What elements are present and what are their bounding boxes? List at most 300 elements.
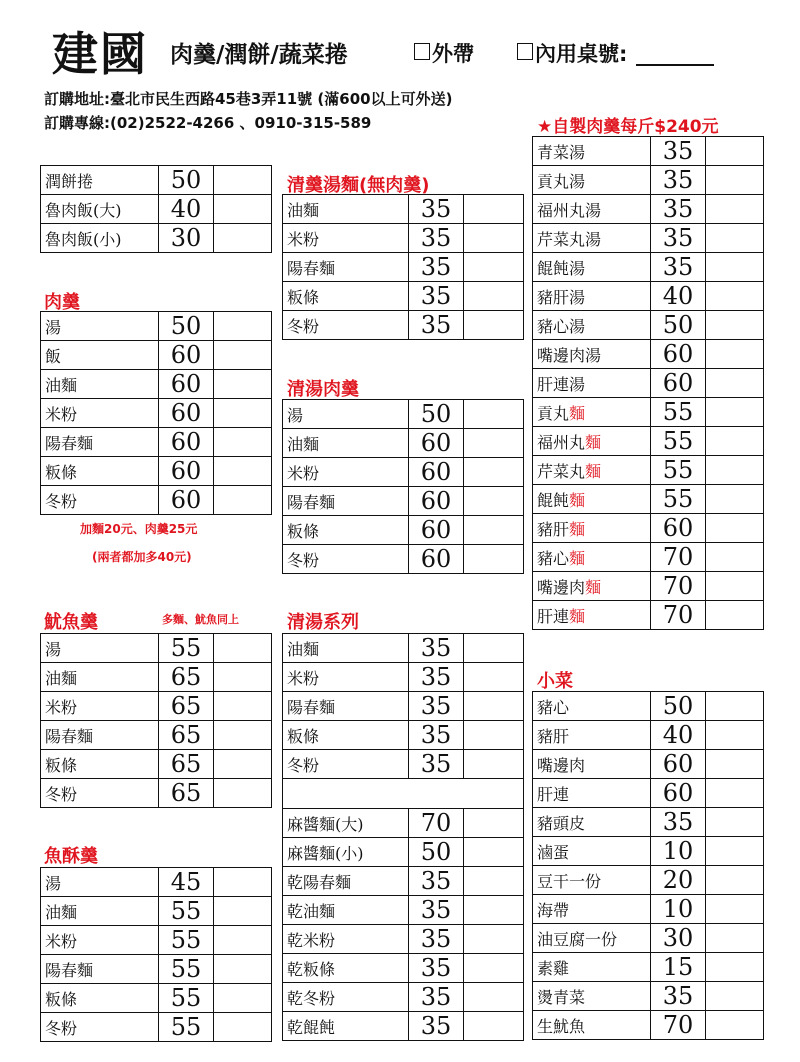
item-name-suffix: 麵 — [569, 403, 586, 423]
table-row — [41, 926, 272, 955]
item-name — [41, 428, 159, 457]
table-row — [41, 166, 272, 195]
quantity-cell[interactable] — [464, 692, 524, 721]
item-name-text: 粄條 — [287, 287, 320, 307]
table-row — [283, 282, 524, 311]
item-name — [283, 458, 409, 487]
item-name-text: 潤餅捲 — [45, 171, 94, 191]
quantity-cell[interactable] — [706, 601, 764, 630]
item-price: 60 — [159, 341, 214, 370]
table-row — [41, 312, 272, 341]
item-name — [533, 1011, 651, 1040]
item-name — [41, 486, 159, 515]
item-price: 55 — [159, 984, 214, 1013]
item-price: 35 — [651, 195, 706, 224]
table-row — [283, 896, 524, 925]
table-row — [533, 837, 764, 866]
item-name-suffix: 麵 — [585, 577, 602, 597]
promo-banner: ★自製肉羹每斤$240元 — [537, 117, 719, 137]
item-price: 55 — [651, 485, 706, 514]
quantity-cell[interactable] — [706, 166, 764, 195]
table-row — [283, 195, 524, 224]
quantity-cell[interactable] — [464, 896, 524, 925]
quantity-cell[interactable] — [214, 634, 272, 663]
item-price: 50 — [159, 312, 214, 341]
quantity-cell[interactable] — [214, 897, 272, 926]
item-name-text: 米粉 — [45, 697, 78, 717]
quantity-cell[interactable] — [214, 341, 272, 370]
quantity-cell[interactable] — [464, 253, 524, 282]
item-price: 35 — [409, 663, 464, 692]
item-name — [41, 166, 159, 195]
item-price: 35 — [409, 867, 464, 896]
item-price: 30 — [651, 924, 706, 953]
table-row — [533, 398, 764, 427]
item-name-text: 燙青菜 — [537, 987, 586, 1007]
item-name — [283, 224, 409, 253]
item-name-text: 魯肉飯(大) — [45, 200, 122, 220]
item-name-text: 肝連湯 — [537, 374, 586, 394]
item-name-text: 豬肝 — [537, 519, 570, 539]
item-price: 10 — [651, 895, 706, 924]
table-row — [283, 634, 524, 663]
quantity-cell[interactable] — [214, 868, 272, 897]
item-name-text: 生魷魚 — [537, 1016, 586, 1036]
item-name-text: 嘴邊肉湯 — [537, 345, 602, 365]
item-name — [533, 282, 651, 311]
quantity-cell[interactable] — [706, 253, 764, 282]
table-row — [41, 663, 272, 692]
quantity-cell[interactable] — [464, 311, 524, 340]
table-row — [533, 895, 764, 924]
blank-row — [282, 779, 524, 809]
item-name-text: 粄條 — [287, 521, 320, 541]
item-name-text: 油豆腐一份 — [537, 929, 618, 949]
item-name-text: 冬粉 — [287, 550, 320, 570]
item-name-text: 嘴邊肉 — [537, 577, 586, 597]
item-price: 70 — [651, 543, 706, 572]
item-name — [533, 195, 651, 224]
item-name — [533, 721, 651, 750]
quantity-cell[interactable] — [214, 779, 272, 808]
quantity-cell[interactable] — [214, 224, 272, 253]
quantity-cell[interactable] — [214, 955, 272, 984]
item-name — [283, 983, 409, 1012]
table-row — [283, 400, 524, 429]
quantity-cell[interactable] — [706, 137, 764, 166]
item-price: 60 — [651, 750, 706, 779]
table-row — [41, 399, 272, 428]
item-name-text: 肝連 — [537, 606, 570, 626]
quantity-cell[interactable] — [464, 1012, 524, 1041]
quantity-cell[interactable] — [706, 340, 764, 369]
quantity-cell[interactable] — [464, 487, 524, 516]
youyu-note: 多麵、魷魚同上 — [162, 613, 239, 626]
table-qinggeng — [282, 194, 524, 340]
item-price: 65 — [159, 663, 214, 692]
item-name-text: 芹菜丸湯 — [537, 229, 602, 249]
item-name-text: 飯 — [45, 346, 62, 366]
item-name — [283, 400, 409, 429]
quantity-cell[interactable] — [706, 572, 764, 601]
item-name-text: 粄條 — [287, 726, 320, 746]
item-name — [533, 779, 651, 808]
table-row — [41, 634, 272, 663]
table-number-field[interactable] — [636, 64, 714, 66]
item-name-text: 肝連 — [537, 784, 570, 804]
item-name — [533, 601, 651, 630]
shop-name: 建國 — [52, 27, 148, 81]
item-name — [533, 514, 651, 543]
table-row — [41, 721, 272, 750]
quantity-cell[interactable] — [214, 1013, 272, 1042]
item-name-text: 貢丸 — [537, 403, 570, 423]
quantity-cell[interactable] — [464, 954, 524, 983]
item-price: 15 — [651, 953, 706, 982]
quantity-cell[interactable] — [464, 983, 524, 1012]
item-price: 60 — [159, 428, 214, 457]
item-price: 10 — [651, 837, 706, 866]
item-name-text: 餛飩湯 — [537, 258, 586, 278]
quantity-cell[interactable] — [464, 867, 524, 896]
quantity-cell[interactable] — [214, 750, 272, 779]
quantity-cell[interactable] — [706, 779, 764, 808]
item-price: 60 — [409, 429, 464, 458]
item-name — [41, 341, 159, 370]
item-name — [283, 516, 409, 545]
table-row — [283, 692, 524, 721]
quantity-cell[interactable] — [214, 166, 272, 195]
quantity-cell[interactable] — [214, 370, 272, 399]
item-name — [533, 340, 651, 369]
item-name — [533, 137, 651, 166]
item-price: 65 — [159, 692, 214, 721]
quantity-cell[interactable] — [464, 516, 524, 545]
item-price: 60 — [159, 370, 214, 399]
item-name — [283, 896, 409, 925]
item-price: 60 — [409, 516, 464, 545]
item-name — [533, 485, 651, 514]
quantity-cell[interactable] — [706, 924, 764, 953]
table-row — [283, 663, 524, 692]
item-name-text: 福州丸湯 — [537, 200, 602, 220]
quantity-cell[interactable] — [706, 369, 764, 398]
item-name-text: 粄條 — [45, 462, 78, 482]
item-name — [41, 779, 159, 808]
quantity-cell[interactable] — [214, 428, 272, 457]
item-name — [533, 166, 651, 195]
item-name-text: 米粉 — [287, 229, 320, 249]
item-name — [283, 195, 409, 224]
quantity-cell[interactable] — [706, 808, 764, 837]
item-name-text: 豬心湯 — [537, 316, 586, 336]
quantity-cell[interactable] — [214, 312, 272, 341]
item-name-suffix: 麵 — [569, 606, 586, 626]
table-row — [41, 224, 272, 253]
quantity-cell[interactable] — [464, 545, 524, 574]
table-row — [283, 458, 524, 487]
item-name — [283, 1012, 409, 1041]
table-row — [41, 486, 272, 515]
item-price: 70 — [651, 572, 706, 601]
quantity-cell[interactable] — [706, 895, 764, 924]
item-name-text: 冬粉 — [45, 784, 78, 804]
quantity-cell[interactable] — [464, 400, 524, 429]
item-name — [41, 399, 159, 428]
table-row — [41, 750, 272, 779]
item-price: 60 — [651, 369, 706, 398]
table-row — [283, 867, 524, 896]
quantity-cell[interactable] — [214, 926, 272, 955]
quantity-cell[interactable] — [706, 750, 764, 779]
quantity-cell[interactable] — [464, 721, 524, 750]
item-name-text: 素雞 — [537, 958, 570, 978]
quantity-cell[interactable] — [214, 984, 272, 1013]
quantity-cell[interactable] — [706, 543, 764, 572]
item-price: 60 — [159, 399, 214, 428]
quantity-cell[interactable] — [706, 224, 764, 253]
table-row — [283, 983, 524, 1012]
item-name — [283, 925, 409, 954]
item-name-text: 魯肉飯(小) — [45, 229, 122, 249]
table-soups — [532, 136, 764, 630]
item-price: 60 — [651, 340, 706, 369]
item-name-text: 海帶 — [537, 900, 570, 920]
item-name — [533, 456, 651, 485]
item-name-text: 陽春麵 — [45, 960, 94, 980]
table-row — [533, 166, 764, 195]
item-name — [41, 663, 159, 692]
table-row — [533, 311, 764, 340]
table-dry — [282, 808, 524, 1041]
section-title-qinggeng: 清羹湯麵(無肉羹) — [287, 175, 430, 196]
item-name-text: 乾米粉 — [287, 930, 336, 950]
item-name-text: 湯 — [287, 405, 304, 425]
quantity-cell[interactable] — [464, 458, 524, 487]
item-name — [41, 634, 159, 663]
quantity-cell[interactable] — [214, 457, 272, 486]
item-price: 60 — [409, 487, 464, 516]
table-row — [533, 340, 764, 369]
item-name-text: 青菜湯 — [537, 142, 586, 162]
quantity-cell[interactable] — [464, 750, 524, 779]
takeout-label: 外帶 — [432, 42, 474, 66]
item-name-text: 油麵 — [45, 375, 78, 395]
quantity-cell[interactable] — [706, 398, 764, 427]
item-name — [283, 429, 409, 458]
item-price: 35 — [409, 282, 464, 311]
item-price: 35 — [409, 1012, 464, 1041]
item-name-suffix: 麵 — [569, 519, 586, 539]
item-name-text: 米粉 — [287, 463, 320, 483]
item-price: 35 — [409, 750, 464, 779]
item-name-text: 麻醬麵(小) — [287, 843, 364, 863]
item-price: 45 — [159, 868, 214, 897]
item-name — [283, 867, 409, 896]
item-name — [41, 868, 159, 897]
table-row — [283, 721, 524, 750]
quantity-cell[interactable] — [706, 1011, 764, 1040]
item-price: 35 — [651, 224, 706, 253]
table-row — [41, 370, 272, 399]
item-name-text: 滷蛋 — [537, 842, 570, 862]
item-price: 35 — [409, 721, 464, 750]
table-row — [533, 224, 764, 253]
quantity-cell[interactable] — [464, 224, 524, 253]
item-name — [41, 312, 159, 341]
item-name-text: 豬心 — [537, 697, 570, 717]
quantity-cell[interactable] — [214, 486, 272, 515]
quantity-cell[interactable] — [464, 634, 524, 663]
table-row — [283, 838, 524, 867]
quantity-cell[interactable] — [214, 195, 272, 224]
item-name — [41, 457, 159, 486]
quantity-cell[interactable] — [214, 692, 272, 721]
item-price: 30 — [159, 224, 214, 253]
quantity-cell[interactable] — [706, 514, 764, 543]
item-price: 50 — [409, 838, 464, 867]
item-price: 40 — [651, 721, 706, 750]
item-name — [533, 837, 651, 866]
order-phone: 訂購專線:(02)2522-4266 、0910-315-589 — [44, 114, 372, 132]
item-price: 35 — [409, 195, 464, 224]
table-row — [283, 253, 524, 282]
quantity-cell[interactable] — [706, 456, 764, 485]
item-price: 70 — [651, 1011, 706, 1040]
takeout-checkbox[interactable] — [414, 43, 430, 60]
quantity-cell[interactable] — [706, 692, 764, 721]
item-price: 35 — [409, 253, 464, 282]
item-name — [533, 953, 651, 982]
item-price: 65 — [159, 779, 214, 808]
quantity-cell[interactable] — [706, 982, 764, 1011]
item-name-text: 乾餛飩 — [287, 1017, 336, 1037]
quantity-cell[interactable] — [706, 953, 764, 982]
quantity-cell[interactable] — [706, 282, 764, 311]
item-name-text: 油麵 — [45, 668, 78, 688]
quantity-cell[interactable] — [464, 195, 524, 224]
item-name — [41, 750, 159, 779]
quantity-cell[interactable] — [214, 399, 272, 428]
item-name-text: 油麵 — [287, 434, 320, 454]
table-row — [533, 514, 764, 543]
item-name-text: 油麵 — [287, 639, 320, 659]
item-price: 35 — [651, 137, 706, 166]
item-price: 60 — [409, 545, 464, 574]
item-name-text: 餛飩 — [537, 490, 570, 510]
quantity-cell[interactable] — [214, 721, 272, 750]
quantity-cell[interactable] — [706, 837, 764, 866]
item-name — [283, 721, 409, 750]
quantity-cell[interactable] — [706, 721, 764, 750]
item-name-text: 乾粄條 — [287, 959, 336, 979]
item-name-text: 陽春麵 — [287, 258, 336, 278]
table-row — [41, 428, 272, 457]
quantity-cell[interactable] — [706, 427, 764, 456]
item-price: 60 — [651, 779, 706, 808]
quantity-cell[interactable] — [706, 311, 764, 340]
quantity-cell[interactable] — [706, 866, 764, 895]
quantity-cell[interactable] — [706, 485, 764, 514]
table-row — [533, 750, 764, 779]
item-name-text: 油麵 — [45, 902, 78, 922]
section-title-youyu: 魷魚羹 — [44, 612, 98, 633]
item-price: 35 — [651, 253, 706, 282]
item-name-text: 粄條 — [45, 755, 78, 775]
section-title-rougeng: 肉羹 — [44, 292, 80, 313]
item-name — [533, 398, 651, 427]
table-row — [283, 516, 524, 545]
item-name-text: 湯 — [45, 639, 62, 659]
table-row — [283, 545, 524, 574]
item-price: 50 — [159, 166, 214, 195]
item-name — [533, 369, 651, 398]
quantity-cell[interactable] — [464, 925, 524, 954]
item-name-suffix: 麵 — [585, 432, 602, 452]
table-row — [533, 456, 764, 485]
item-name-text: 豆干一份 — [537, 871, 602, 891]
item-name-text: 陽春麵 — [45, 726, 94, 746]
item-name-text: 粄條 — [45, 989, 78, 1009]
quantity-cell[interactable] — [464, 282, 524, 311]
item-name-text: 陽春麵 — [287, 697, 336, 717]
table-yusu — [40, 867, 272, 1042]
order-address: 訂購地址:臺北市民生西路45巷3弄11號 (滿600以上可外送) — [44, 90, 453, 108]
table-row — [533, 137, 764, 166]
item-price: 40 — [159, 195, 214, 224]
item-name — [283, 750, 409, 779]
item-name — [533, 895, 651, 924]
item-price: 35 — [409, 224, 464, 253]
table-row — [41, 457, 272, 486]
item-name-text: 冬粉 — [45, 491, 78, 511]
dinein-checkbox[interactable] — [517, 43, 533, 60]
item-name — [283, 663, 409, 692]
item-name-text: 豬頭皮 — [537, 813, 586, 833]
item-price: 35 — [651, 808, 706, 837]
item-name — [533, 750, 651, 779]
quantity-cell[interactable] — [214, 663, 272, 692]
item-name — [283, 282, 409, 311]
table-youyu — [40, 633, 272, 808]
table-row — [41, 897, 272, 926]
item-price: 35 — [409, 896, 464, 925]
item-name — [533, 543, 651, 572]
section-title-qingtang-rougeng: 清湯肉羹 — [287, 379, 359, 400]
quantity-cell[interactable] — [464, 429, 524, 458]
item-name — [533, 253, 651, 282]
quantity-cell[interactable] — [464, 809, 524, 838]
quantity-cell[interactable] — [706, 195, 764, 224]
item-name — [283, 487, 409, 516]
table-row — [533, 572, 764, 601]
item-name-text: 冬粉 — [45, 1018, 78, 1038]
quantity-cell[interactable] — [464, 838, 524, 867]
table-row — [41, 195, 272, 224]
item-price: 65 — [159, 721, 214, 750]
quantity-cell[interactable] — [464, 663, 524, 692]
table-row — [283, 750, 524, 779]
table-row — [41, 1013, 272, 1042]
table-row — [533, 692, 764, 721]
section-title-yusu: 魚酥羹 — [44, 846, 98, 867]
item-name-text: 嘴邊肉 — [537, 755, 586, 775]
item-price: 50 — [651, 692, 706, 721]
item-name-suffix: 麵 — [569, 490, 586, 510]
item-name — [283, 311, 409, 340]
table-row — [283, 224, 524, 253]
table-row — [283, 487, 524, 516]
